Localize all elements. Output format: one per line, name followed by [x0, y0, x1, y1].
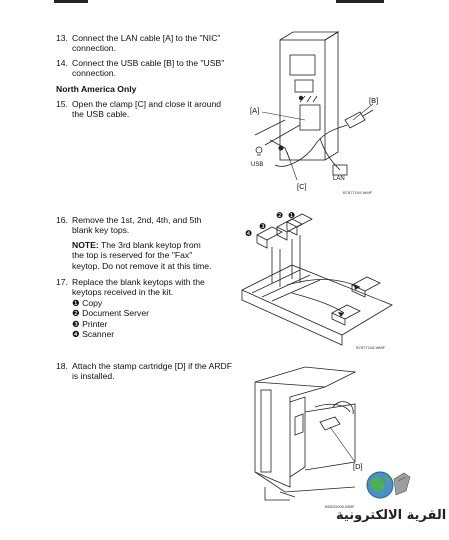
- callout-2: ❷: [276, 211, 284, 220]
- list-item: [72, 298, 205, 308]
- note-label: NOTE:: [72, 239, 99, 250]
- step-number: 15.: [56, 99, 68, 109]
- step-text: keytops received in the kit.: [72, 287, 174, 298]
- step-text: is installed.: [72, 371, 115, 382]
- step-15: [56, 99, 221, 120]
- step-18: [56, 361, 232, 382]
- step-text: Attach the stamp cartridge [D] if the ARDF: [72, 361, 233, 371]
- step-text: Connect the LAN cable [A] to the "NIC": [72, 33, 221, 43]
- list-label: Scanner: [82, 329, 115, 340]
- step-text: connection.: [72, 43, 116, 54]
- list-label: Document Server: [82, 308, 149, 319]
- step-17: [56, 277, 205, 339]
- note-text: The 3rd blank keytop from: [100, 239, 201, 250]
- watermark-text: القرية الالكترونية: [336, 508, 447, 523]
- usb-label: USB: [251, 162, 264, 168]
- lan-label: LAN: [333, 176, 345, 182]
- step-16: [56, 215, 211, 271]
- callout-a: [A]: [250, 106, 260, 115]
- step-number: 18.: [56, 361, 68, 371]
- step-text: Open the clamp [C] and close it around: [72, 99, 222, 109]
- figure-code: B502D006.WMF: [325, 504, 355, 509]
- step-text: the USB cable.: [72, 109, 130, 120]
- list-label: Printer: [82, 318, 108, 329]
- step-number: 13.: [56, 33, 68, 43]
- watermark-logo: [360, 465, 420, 505]
- keytop-list: [56, 298, 205, 340]
- callout-4: ❹: [245, 229, 253, 238]
- step-14: [56, 58, 224, 79]
- list-marker: ❹: [72, 329, 80, 340]
- step-text: connection.: [72, 68, 116, 79]
- callout-d: [D]: [353, 462, 363, 471]
- note-text: keytop. Do not remove it at this time.: [72, 260, 212, 271]
- callout-1: ❶: [288, 211, 296, 220]
- step-text: Replace the blank keytops with the: [72, 277, 205, 287]
- step-text: Connect the USB cable [B] to the "USB": [72, 58, 225, 68]
- note: [56, 240, 211, 271]
- list-marker: ❸: [72, 318, 80, 329]
- step-number: 14.: [56, 58, 68, 68]
- list-item: [72, 319, 205, 329]
- figure-code: B787T109.WMF: [343, 190, 373, 195]
- keytops-illustration: [232, 205, 397, 353]
- callout-3: ❸: [259, 222, 267, 231]
- globe-icon: [360, 465, 420, 505]
- step-13: [56, 33, 220, 54]
- lan-usb-illustration: [245, 30, 395, 195]
- list-item: [72, 329, 205, 339]
- step-text: blank key tops.: [72, 225, 130, 236]
- list-marker: ❶: [72, 297, 80, 308]
- step-text: Remove the 1st, 2nd, 4th, and 5th: [72, 215, 202, 225]
- figure-keytops: [232, 205, 397, 353]
- note-text: the top is reserved for the "Fax": [72, 250, 193, 261]
- step-number: 17.: [56, 277, 68, 287]
- figure-code: B787T108.WMF: [356, 345, 386, 350]
- section-heading: North America Only: [56, 84, 137, 94]
- step-number: 16.: [56, 215, 68, 225]
- header-rule-right: [336, 0, 384, 3]
- list-label: Copy: [82, 297, 103, 308]
- figure-lan-usb: [245, 30, 395, 195]
- header-rule-left: [54, 0, 88, 3]
- callout-c: [C]: [297, 182, 307, 191]
- callout-b: [B]: [369, 96, 379, 105]
- list-marker: ❷: [72, 308, 80, 319]
- list-item: [72, 308, 205, 318]
